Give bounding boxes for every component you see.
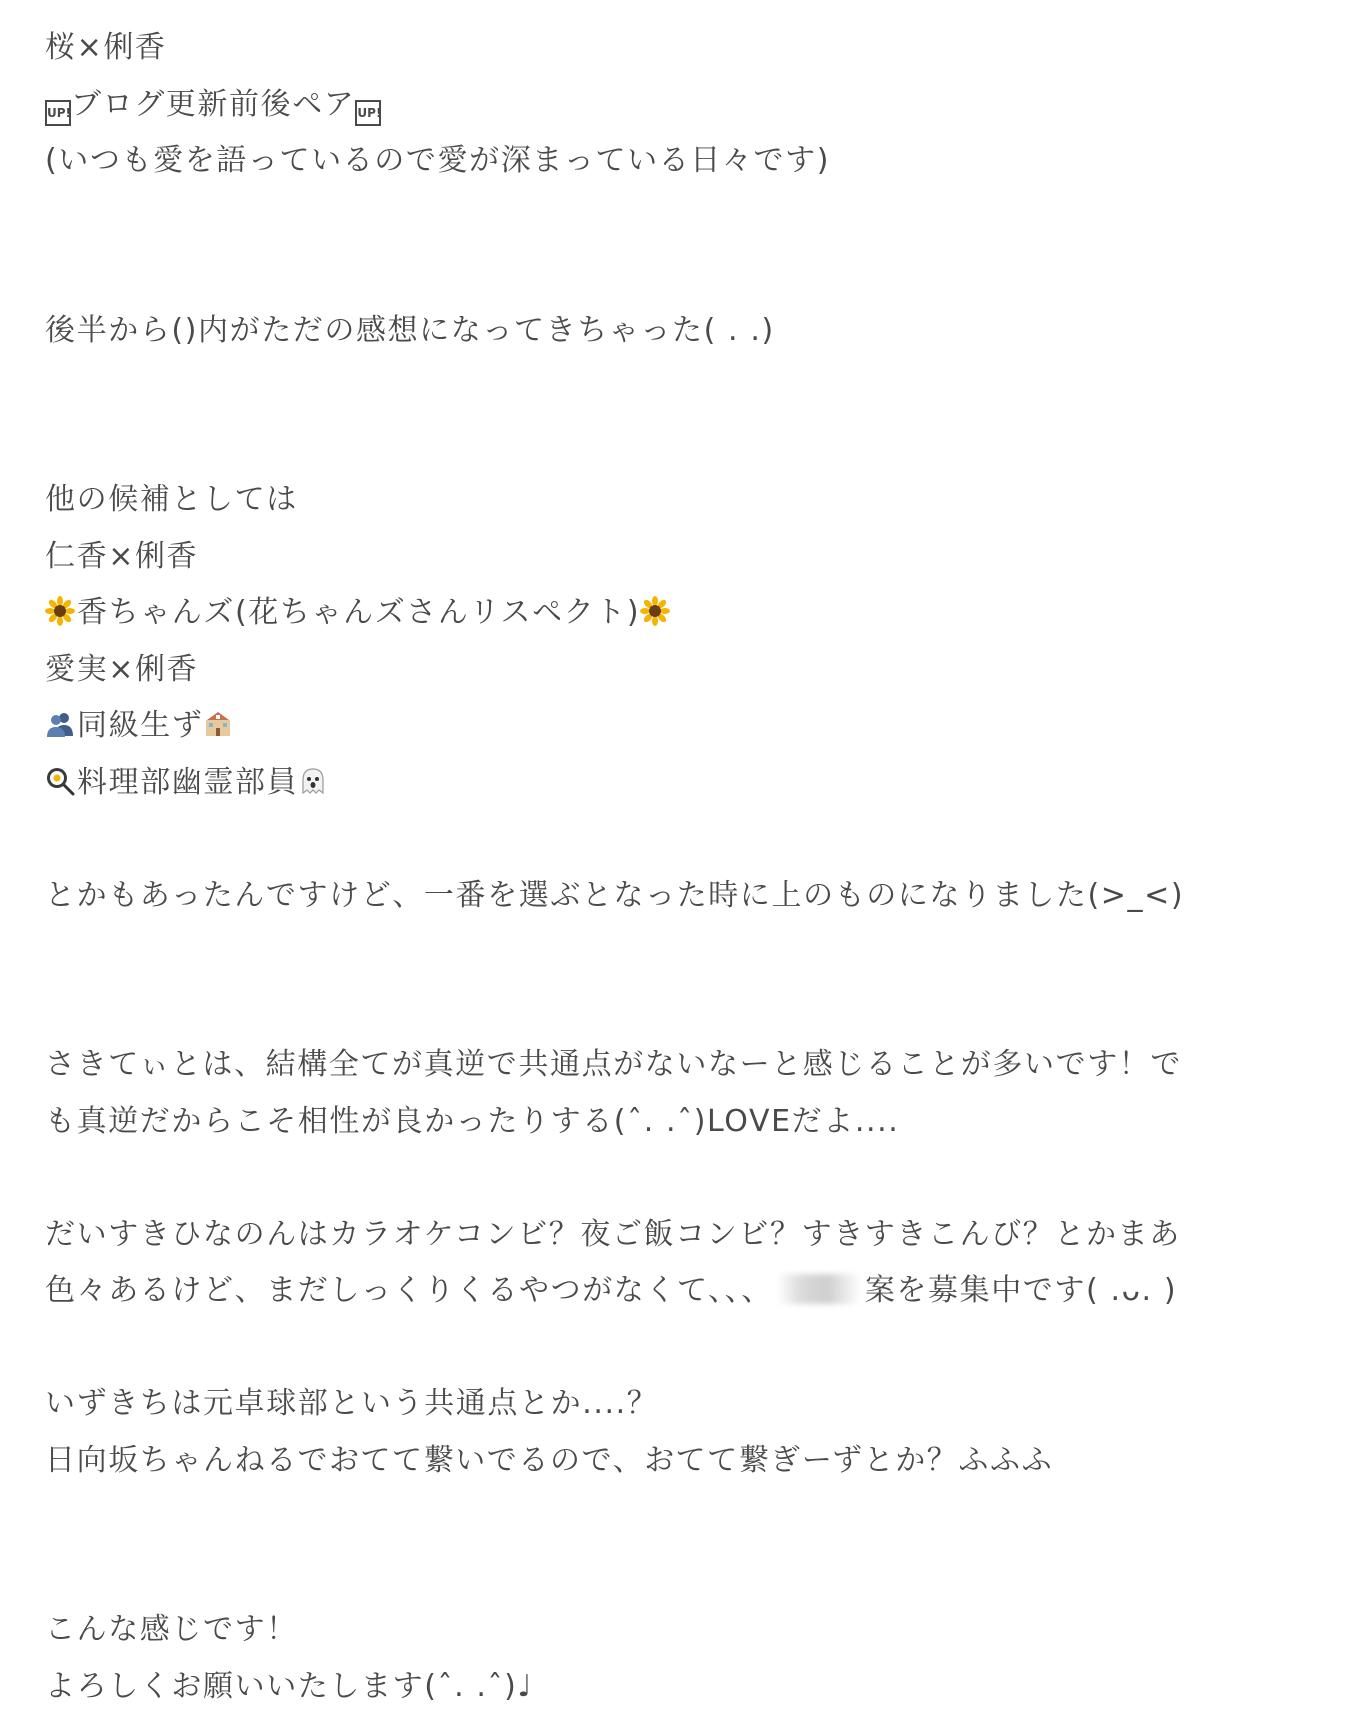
ghost-icon: [298, 766, 328, 796]
text-line: [45, 1263, 1315, 1320]
blank-space: [45, 1320, 1315, 1377]
text-line: [45, 755, 1315, 812]
text-line: (いつも愛を語っているので愛が深まっている日々です): [45, 143, 831, 178]
text-line: も真逆だからこそ相性が良かったりする(ˆ. .ˆ)LOVEだよ....: [45, 1103, 900, 1139]
text-line: 他の候補としては: [45, 482, 298, 517]
blank-space: [45, 1489, 1315, 1602]
people-silhouette-icon: [45, 709, 75, 739]
up-badge-icon: UP!: [45, 100, 71, 126]
text-line: よろしくお願いいたします(ˆ. .ˆ)♩: [45, 1668, 534, 1704]
text-line: [45, 77, 1315, 134]
text-line: さきてぃとは、結構全てが真逆で共通点がないなーと感じることが多いです！で: [45, 1047, 1182, 1082]
blurred-redaction: [777, 1274, 861, 1304]
text-line: [45, 585, 1315, 642]
text-line: 愛実×俐香: [45, 651, 199, 687]
text-line: とかもあったんですけど、一番を選ぶとなった時に上のものになりました(>_<): [45, 877, 1185, 913]
text-segment: 香ちゃんズ(花ちゃんズさんリスペクト): [77, 595, 641, 630]
text-segment: 色々あるけど、まだしっくりくるやつがなくて、、、: [45, 1273, 773, 1308]
sunflower-icon: [640, 596, 670, 626]
blank-space: [45, 359, 1315, 472]
text-line: こんな感じです！: [45, 1612, 298, 1647]
text-line: いずきちは元卓球部という共通点とか....？: [45, 1386, 659, 1421]
text-segment: 同級生ず: [77, 708, 204, 743]
blank-space: [45, 924, 1315, 1037]
text-line: [45, 698, 1315, 755]
blank-space: [45, 811, 1315, 868]
frying-pan-egg-icon: [45, 766, 75, 796]
text-line: 仁香×俐香: [45, 538, 199, 574]
text-line: 桜×俐香: [45, 30, 167, 65]
text-segment: ブログ更新前後ペア: [71, 86, 356, 122]
blank-space: [45, 190, 1315, 303]
text-line: 後半から()内がただの感想になってきちゃった( . .): [45, 312, 775, 348]
text-segment: 案を募集中です( .ᴗ. ): [864, 1273, 1178, 1308]
up-badge-icon: UP!: [355, 100, 381, 126]
text-segment: 料理部幽霊部員: [77, 764, 299, 800]
school-building-icon: [203, 709, 233, 739]
sunflower-icon: [45, 596, 75, 626]
blog-body: [45, 20, 1315, 1715]
text-line: 日向坂ちゃんねるでおてて繋いでるので、おてて繋ぎーずとか？ふふふ: [45, 1442, 1054, 1478]
text-line: だいすきひなのんはカラオケコンビ？夜ご飯コンビ？すきすきこんび？とかまあ: [45, 1216, 1181, 1252]
blank-space: [45, 1150, 1315, 1207]
